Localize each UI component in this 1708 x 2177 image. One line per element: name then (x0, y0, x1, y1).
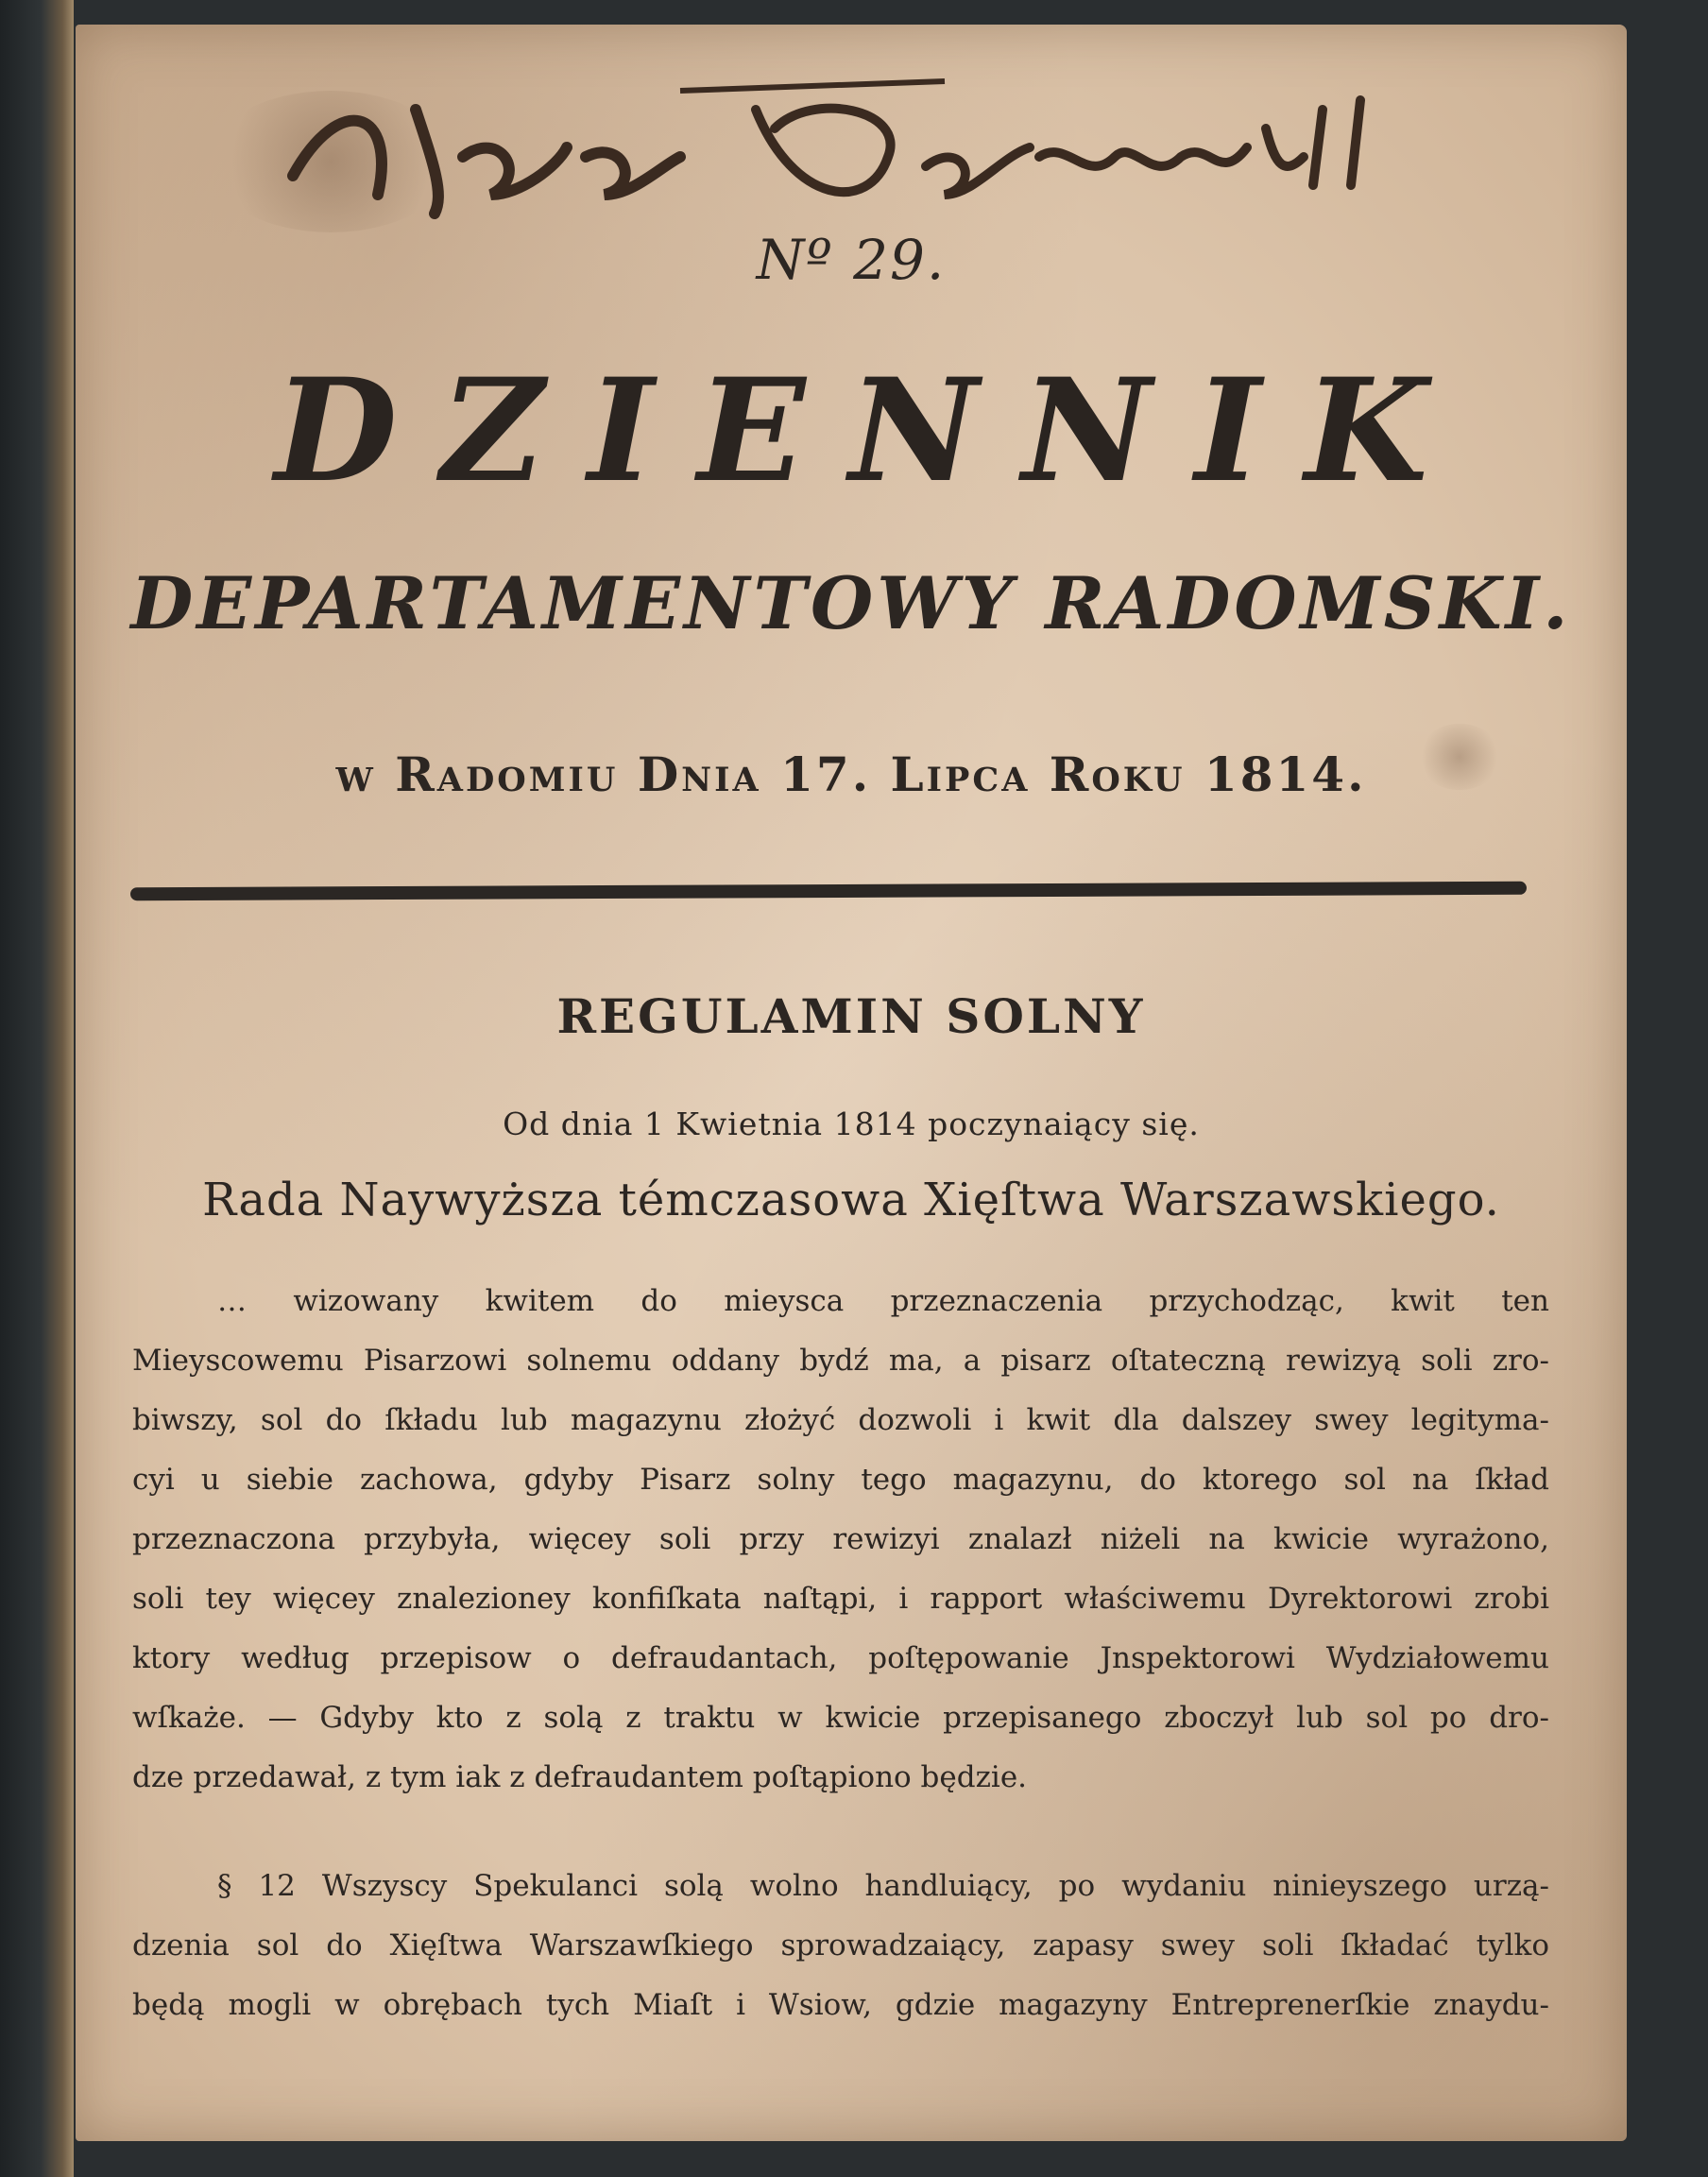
text-line: soli tey więcey znalezioney konfiſkata naſtąpi, i rapport właściwemu Dyrektorowi zrobi (132, 1582, 1549, 1616)
issuing-authority: Rada Naywyższa témczasowa Xięſtwa Warszawskiego. (202, 1174, 1500, 1226)
text-line: będą mogli w obrębach tych Miaſt i Wsiow, gdzie magazyny Entreprenerſkie znaydu- (132, 1988, 1549, 2022)
text-line: … wizowany kwitem do mieysca przeznaczenia przychodząc, kwit ten (217, 1284, 1549, 1318)
paragraph-gap (132, 1808, 1549, 1857)
text-line: biwszy, sol do ſkładu lub magazynu złożyć dozwoli i kwit dla dalszey swey legityma- (132, 1403, 1549, 1437)
text-line: cyi u siebie zachowa, gdyby Pisarz solny tego magazynu, do ktorego sol na ſkład (132, 1463, 1549, 1497)
effective-date: Od dnia 1 Kwietnia 1814 poczynaiący się. (503, 1106, 1200, 1142)
article-body (132, 1272, 1549, 2035)
text-line: wſkaże. — Gdyby kto z solą z traktu w kwicie przepisanego zboczył lub sol po dro- (132, 1701, 1549, 1735)
masthead-title: DZIENNIK (274, 348, 1472, 514)
issue-number: Nº 29. (756, 228, 947, 292)
text-line: ktory według przepisow o defraudantach, poſtępowanie Jnspektorowi Wydziałowemu (132, 1641, 1549, 1675)
text-line: Mieyscowemu Pisarzowi solnemu oddany bydź ma, a pisarz oſtateczną rewizyą soli zro- (132, 1344, 1549, 1378)
dateline: w Radomiu Dnia 17. Lipca Roku 1814. (335, 746, 1367, 802)
masthead-subtitle: DEPARTAMENTOWY RADOMSKI. (130, 561, 1572, 645)
article-title: REGULAMIN SOLNY (556, 988, 1146, 1044)
section-divider (130, 882, 1527, 900)
text-line: przeznaczona przybyła, więcey soli przy rewizyi znalazł niżeli na kwicie wyrażono, (132, 1522, 1549, 1556)
text-line: § 12 Wszyscy Spekulanci solą wolno handluiący, po wydaniu ninieyszego urzą- (217, 1869, 1549, 1903)
signature-drawing (283, 53, 1417, 242)
text-line: dze przedawał, z tym iak z defraudantem poſtąpiono będzie. (132, 1760, 1028, 1794)
newspaper-page (76, 25, 1627, 2141)
book-spine (0, 0, 74, 2177)
text-line: dzenia sol do Xięſtwa Warszawſkiego sprowadzaiący, zapasy swey soli ſkładać tylko (132, 1928, 1549, 1963)
handwritten-signature (283, 53, 1417, 242)
